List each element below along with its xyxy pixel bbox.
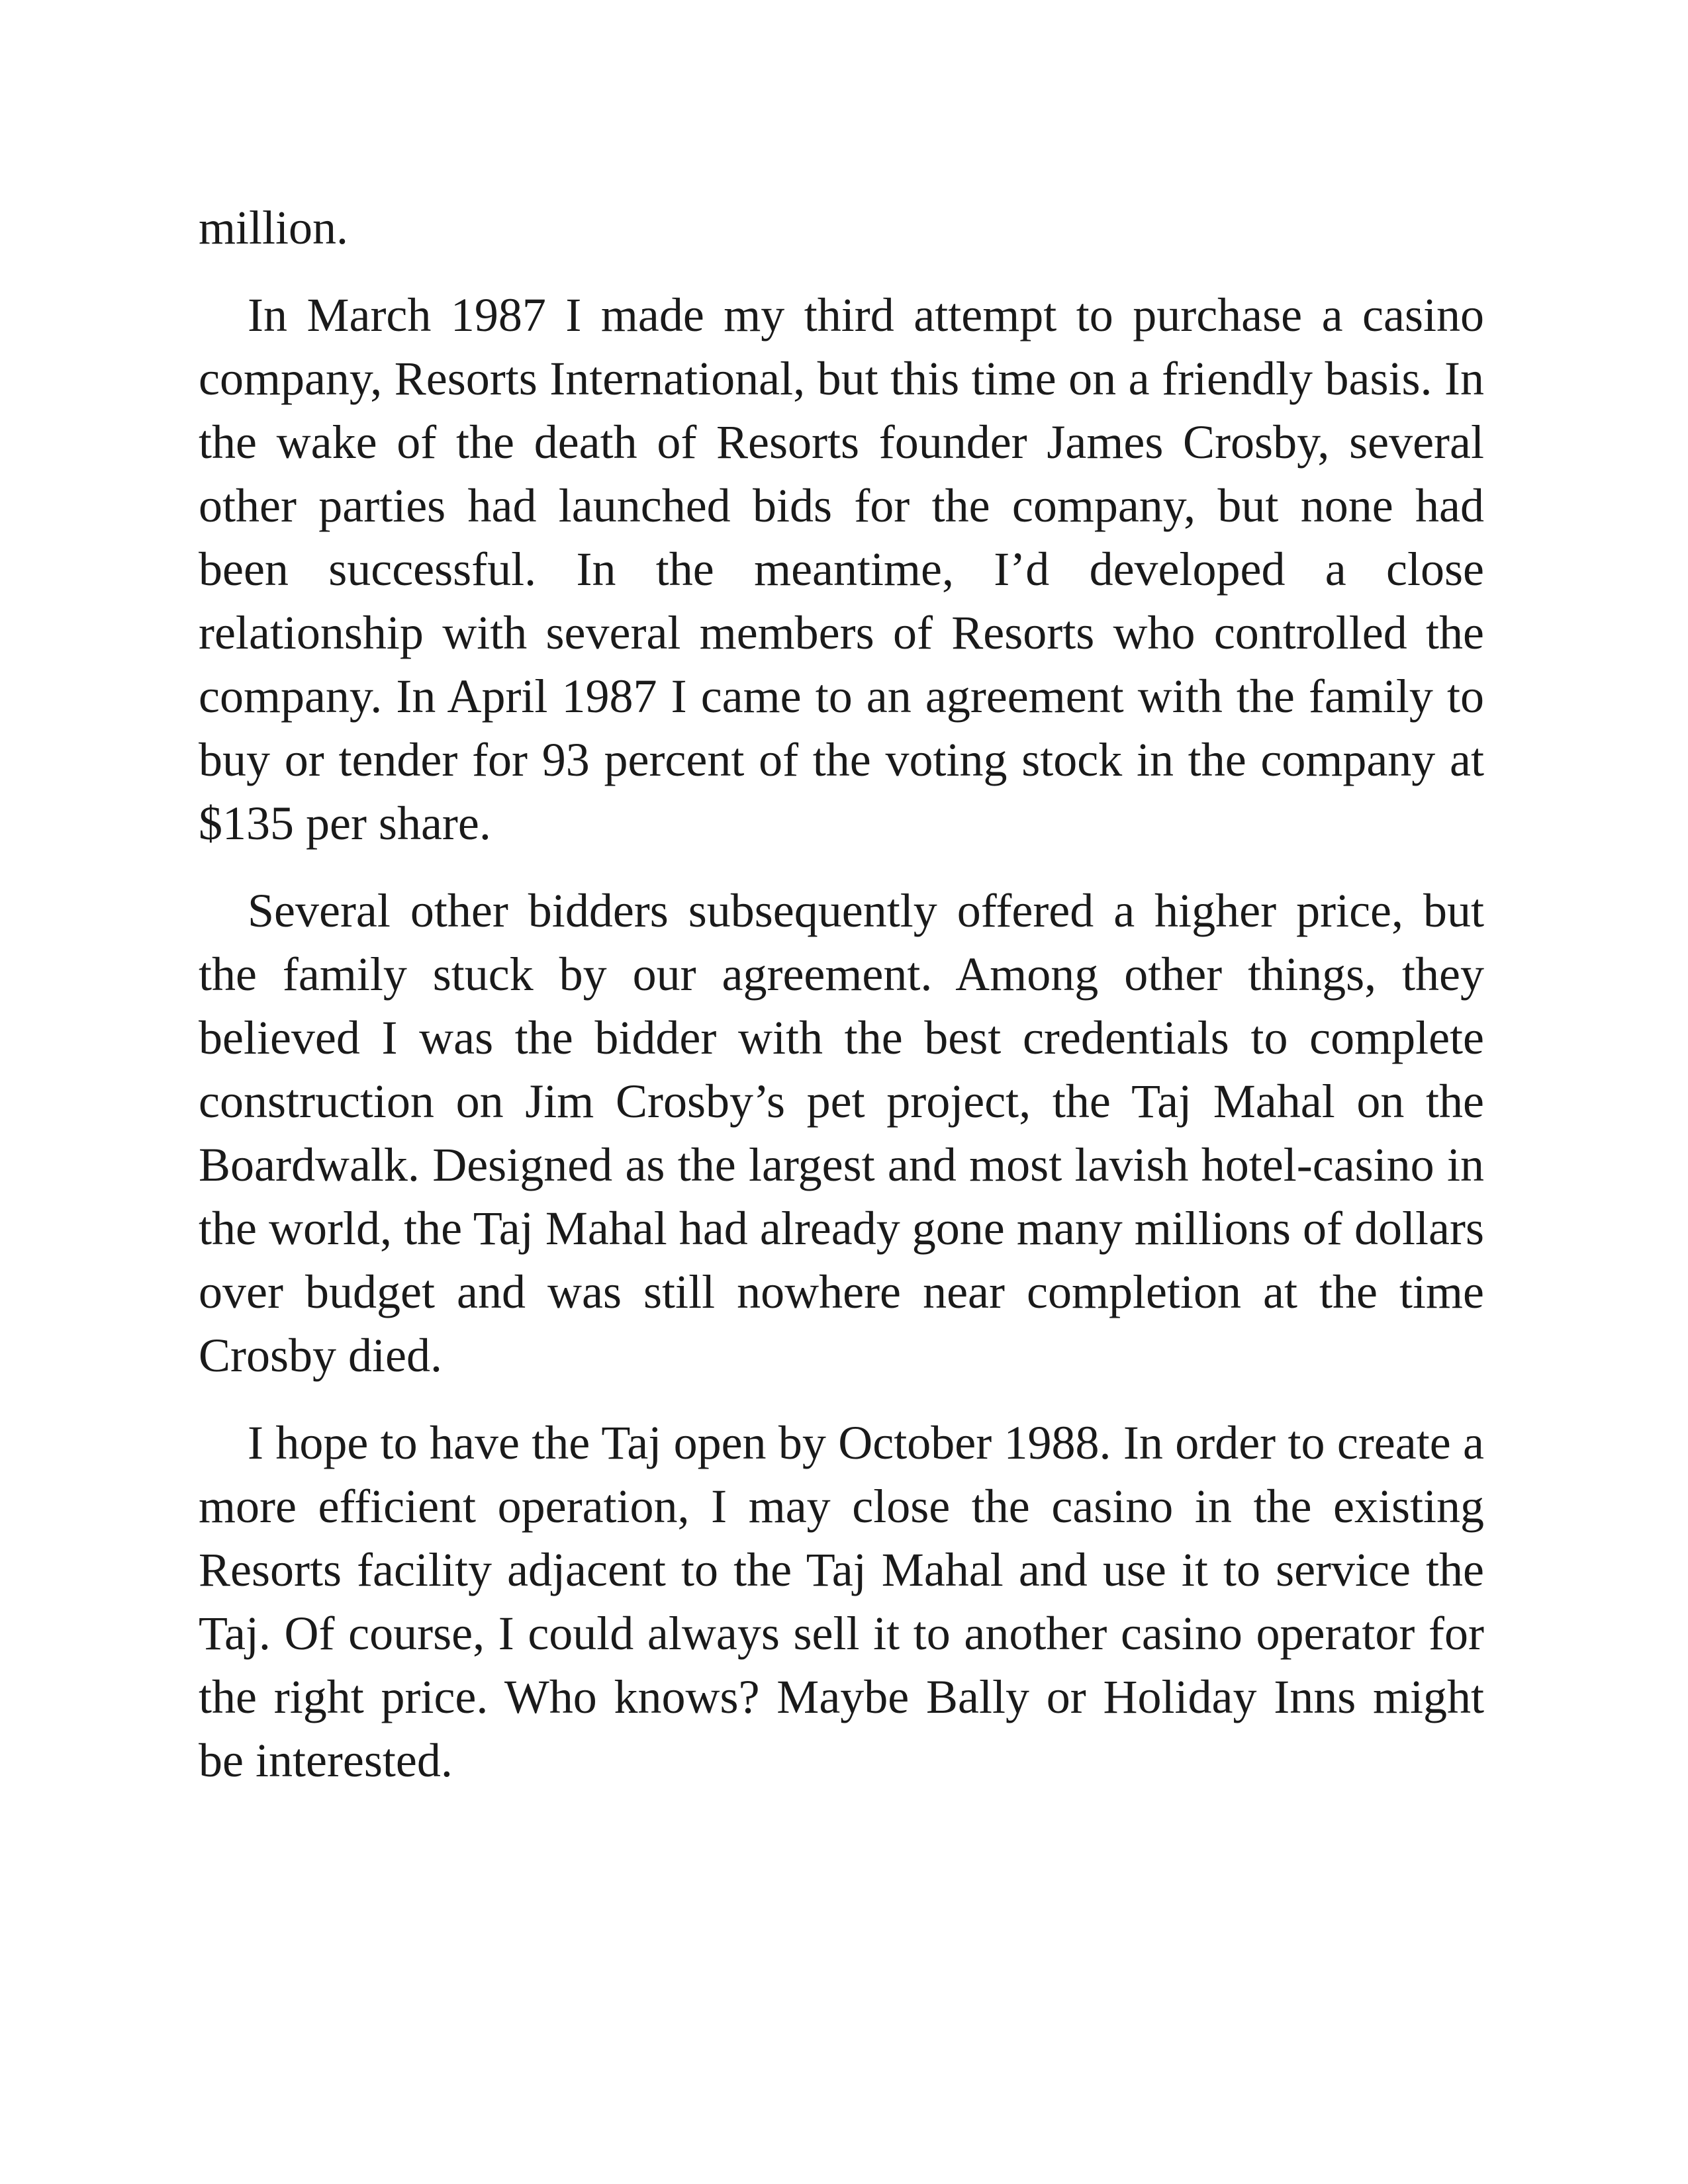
paragraph-taj-opening: I hope to have the Taj open by October 1988. In order to create a more efficient operation, I may close the casino in the existing Resorts facility adjacent to the Taj Mahal and use it to service the Taj. Of course, I could always sell it to another casino operator for the right price. Who knows? Maybe Bally or Holiday Inns might be interested. — [199, 1416, 1484, 1787]
paragraph-other-bidders: Several other bidders subsequently offered a higher price, but the family stuck by our agreement. Among other things, they believed I was the bidder with the best credentials to complete construction on Jim Crosby’s pet project, the Taj Mahal on the Boardwalk. Designed as the largest and most lavish hotel-casino in the world, the Taj Mahal had already gone many millions of dollars over budget and was still nowhere near completion at the time Crosby died. — [199, 884, 1484, 1382]
paragraph-resorts-attempt: In March 1987 I made my third attempt to purchase a casino company, Resorts International, but this time on a friendly basis. In the wake of the death of Resorts founder James Crosby, several other parties had launched bids for the company, but none had been successful. In the meantime, I’d developed a close relationship with several members of Resorts who controlled the company. In April 1987 I came to an agreement with the family to buy or tender for 93 percent of the voting stock in the company at $135 per share. — [199, 289, 1484, 850]
paragraph-continuation: million. — [199, 201, 349, 254]
body-text — [199, 196, 1484, 1816]
